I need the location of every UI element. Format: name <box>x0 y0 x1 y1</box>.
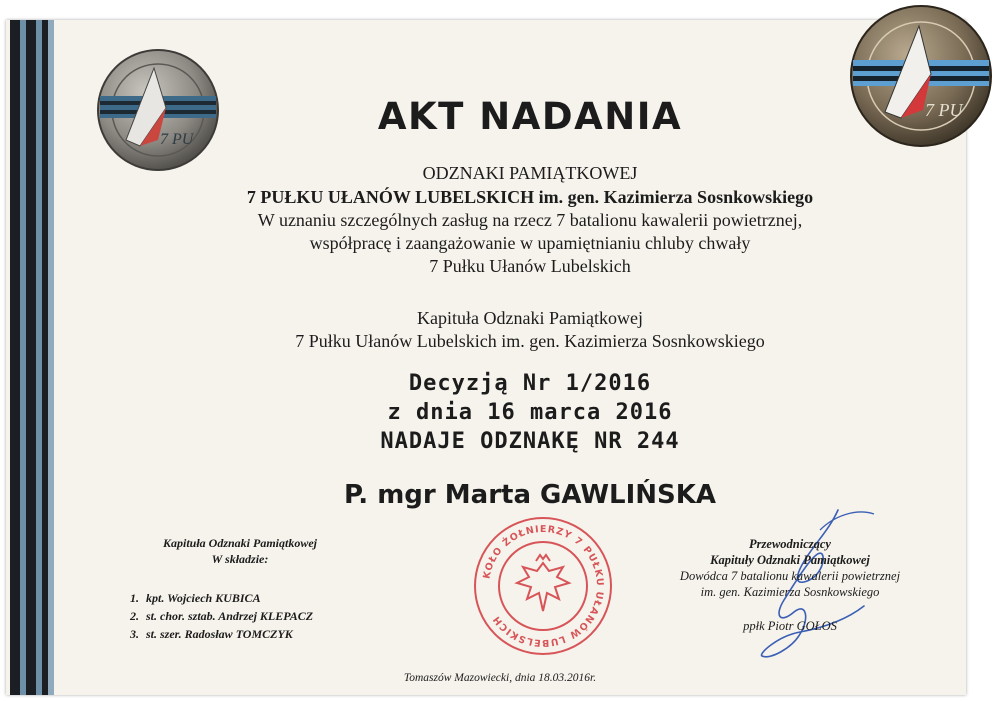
committee-member: 3. st. szer. Radosław TOMCZYK <box>130 627 293 641</box>
decision-date: z dnia 16 marca 2016 <box>387 400 673 425</box>
committee-heading: W składzie: <box>211 552 269 566</box>
issuing-body-line: Kapituła Odznaki Pamiątkowej <box>417 308 643 328</box>
svg-text:KOŁO ŻOŁNIERZY 7 PUŁKU UŁANÓW: KOŁO ŻOŁNIERZY 7 PUŁKU UŁANÓW LUBELSKICH <box>481 523 606 649</box>
committee-member: 1. kpt. Wojciech KUBICA <box>130 591 261 605</box>
committee-members <box>130 589 350 643</box>
decision-block <box>130 369 930 456</box>
chair-block <box>660 536 920 634</box>
description-line: W uznaniu szczególnych zasług na rzecz 7 batalionu kawalerii powietrznej, <box>257 210 803 230</box>
chair-title: Kapituły Odznaki Pamiątkowej <box>710 553 870 567</box>
decision-number: Decyzją Nr 1/2016 <box>408 371 652 396</box>
svg-text:7 PU: 7 PU <box>925 100 963 120</box>
chair-name: ppłk Piotr GOŁOS <box>743 619 837 633</box>
recipient-name: P. mgr Marta GAWLIŃSKA <box>343 480 717 510</box>
description-line: współpracę i zaangażowanie w upamiętnianiu chluby chwały <box>309 233 751 253</box>
committee-block <box>130 535 350 643</box>
issuing-body-line: 7 Pułku Ułanów Lubelskich im. gen. Kazimierza Sosnkowskiego <box>295 331 765 351</box>
svg-text:7 PU: 7 PU <box>160 131 194 148</box>
unit-name-line: 7 PUŁKU UŁANÓW LUBELSKICH im. gen. Kazimierza Sosnkowskiego <box>246 187 814 207</box>
chair-role: Dowódca 7 batalionu kawalerii powietrznej <box>679 569 901 583</box>
badge-number: NADAJE ODZNAKĘ NR 244 <box>380 429 680 454</box>
chair-role: im. gen. Kazimierza Sosnkowskiego <box>700 585 880 599</box>
certificate-subtitle: ODZNAKI PAMIĄTKOWEJ <box>422 163 638 183</box>
ribbon-stripes <box>10 20 54 695</box>
committee-heading: Kapituła Odznaki Pamiątkowej <box>162 536 318 550</box>
description-line: 7 Pułku Ułanów Lubelskich <box>429 256 631 276</box>
round-stamp-image <box>472 515 614 657</box>
committee-member: 2. st. chor. sztab. Andrzej KLEPACZ <box>130 609 314 623</box>
issuing-body <box>130 307 930 353</box>
place-and-date: Tomaszów Mazowiecki, dnia 18.03.2016r. <box>403 672 597 684</box>
award-description <box>130 186 930 278</box>
certificate-title: AKT NADANIA <box>377 95 683 138</box>
chair-title: Przewodniczący <box>749 537 831 551</box>
